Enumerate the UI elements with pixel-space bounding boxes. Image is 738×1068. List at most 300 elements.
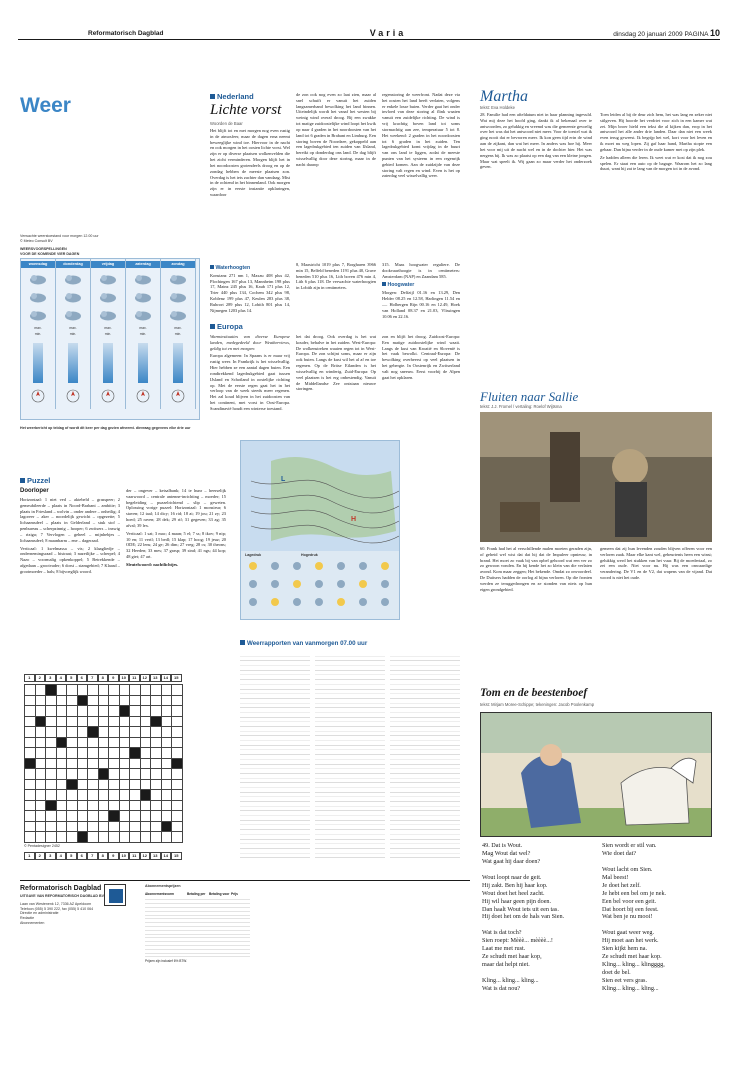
crossword-cell[interactable] [46,779,57,790]
crossword-cell[interactable] [56,706,67,717]
crossword-row [25,716,183,727]
page-number: 10 [709,28,720,38]
poem-line: Kling... kling... kling... [482,976,539,984]
europe-weather-symbol-icon [271,580,279,588]
crossword-cell[interactable] [151,811,162,822]
puzzel-label-text: Puzzel [27,476,51,485]
crossword-cell[interactable] [130,769,141,780]
crossword-cell[interactable] [130,779,141,790]
europa-col2-text: het dat droog. Ook overdag is het wat kouder, behalve in het zuiden. West-Europa: De wolkenstreken waaien regen tot in West-Europa. De zon schijnt soms, maar er zijn ook buien. Langs de kust wil het al af en toe regenen. Op de Britse Eilanden is het wisselvallig en winderig. Zuid-Europa: Op veel plaatsen is het erg onbestendig. Vanuit de Middellandse Zee ontstaan nieuwe storingen. [296,334,376,392]
cloud-icon [28,290,48,304]
crossword-cell[interactable] [151,727,162,738]
crossword-cell[interactable] [77,800,88,811]
crossword-cell[interactable] [130,737,141,748]
crossword-cell[interactable] [88,790,99,801]
weer-title: Weer [20,94,71,117]
crossword-cell[interactable] [35,800,46,811]
crossword-cell[interactable] [46,821,57,832]
crossword-cell[interactable] [172,800,183,811]
poem-line: Wout gaat weer weg. [602,929,655,937]
europe-weather-symbol-icon [293,562,301,570]
cloud-icon [168,272,188,286]
weerrapporten-column [390,652,460,858]
crossword-cell[interactable] [151,695,162,706]
crossword-cell[interactable] [77,748,88,759]
crossword-cell[interactable] [77,790,88,801]
crossword-cell[interactable] [77,737,88,748]
crossword-cell[interactable] [161,769,172,780]
crossword-cell[interactable] [151,758,162,769]
weerrapporten-row [390,854,460,859]
crossword-cell[interactable] [161,779,172,790]
colofon-rule [20,880,470,881]
forecast-day-name: zaterdag [126,261,160,268]
crossword-cell[interactable] [98,695,109,706]
crossword-cell[interactable] [98,821,109,832]
crossword-cell[interactable] [119,716,130,727]
crossword-cell[interactable] [140,769,151,780]
crossword-cell[interactable] [98,790,109,801]
crossword-cell[interactable] [161,737,172,748]
crossword-cell[interactable] [140,821,151,832]
crossword-cell[interactable] [98,800,109,811]
puzzle-top-numbers [24,674,182,682]
crossword-cell[interactable] [109,748,120,759]
crossword-cell[interactable] [98,706,109,717]
crossword-cell[interactable] [151,800,162,811]
crossword-cell[interactable] [88,758,99,769]
crossword-cell[interactable] [77,779,88,790]
weerrapporten-columns [240,652,465,858]
forecast-temp-label: max. [104,326,112,330]
crossword-cell[interactable] [119,790,130,801]
nederland-label-text: Nederland [217,92,254,101]
crossword-cell[interactable] [109,832,120,843]
crossword-cell[interactable] [67,737,78,748]
crossword-cell[interactable] [67,706,78,717]
crossword-cell[interactable] [119,748,130,759]
europa-col1-text: Europa algemeen: In Spaans is er maar vrij rustig weer. In Frankrijk is het wisselvallig. Hier hebben ze een aantal dagen buien. Een rondtrekkend lagedrukgebied gaat tussen IJsland en Schotland in oostelijke richting op. Met de eerste regen gaat het in het verloop van de week steeds meer regenen. Het zal koud blijven in het zuidoosten van het continent, met vorst in Oost-Europa. Scandinavië houdt een winterse toestand. [210,353,290,411]
crossword-cell[interactable] [67,832,78,843]
crossword-cell[interactable] [172,727,183,738]
crossword-cell[interactable] [130,685,141,696]
crossword-cell[interactable] [67,716,78,727]
crossword-cell[interactable] [151,685,162,696]
crossword-cell[interactable] [77,758,88,769]
crossword-cell[interactable] [56,790,67,801]
crossword-cell[interactable] [140,748,151,759]
crossword-cell[interactable] [56,811,67,822]
crossword-cell[interactable] [151,737,162,748]
crossword-cell[interactable] [130,811,141,822]
weerrapporten-label-text: Weerrapporten van vanmorgen 07.00 uur [247,640,368,647]
martha-title: Martha [480,88,528,105]
weerrapporten-label [240,640,367,648]
crossword-cell[interactable] [151,779,162,790]
crossword-cell[interactable] [151,790,162,801]
puzzle-number-cell: 10 [119,674,130,682]
crossword-cell[interactable] [88,821,99,832]
crossword-row [25,821,183,832]
martha-col3-text: Ze hadden alleen die leren. Ik weet wat er kost dat ik nog zou spelen. Er staat een auto op de bagage. Waarom het zo lang duurt, want hij zat te lang van de morgen tot in de avond. [600,154,712,172]
crossword-cell[interactable] [109,727,120,738]
crossword-cell[interactable] [25,685,36,696]
crossword-cell[interactable] [56,779,67,790]
crossword-cell[interactable] [56,758,67,769]
crossword-cell[interactable] [98,832,109,843]
waterhoogten-label-text: Waterhoogten [215,265,251,271]
crossword-cell[interactable] [25,811,36,822]
crossword-cell[interactable] [140,758,151,769]
crossword-cell[interactable] [119,800,130,811]
poem-line: Wat is dat toch? [482,929,522,937]
crossword-cell[interactable] [35,779,46,790]
crossword-cell[interactable] [88,706,99,717]
crossword-cell[interactable] [35,685,46,696]
crossword-cell[interactable] [161,758,172,769]
crossword-cell[interactable] [35,706,46,717]
crossword-cell[interactable] [88,832,99,843]
crossword-cell[interactable] [35,737,46,748]
crossword-cell[interactable] [25,779,36,790]
europe-weather-symbol-icon [249,598,257,606]
europe-weather-symbol-icon [315,598,323,606]
crossword-row [25,790,183,801]
crossword-cell[interactable] [119,737,130,748]
map-caption: Verwachte weerstoestand voor morgen 12.00 uur [20,234,99,238]
crossword-cell[interactable] [56,716,67,727]
crossword-cell[interactable] [46,716,57,727]
forecast-days [21,259,199,409]
crossword-cell[interactable] [88,779,99,790]
crossword-cell[interactable] [25,800,36,811]
puzzle-number-cell: 11 [129,674,140,682]
forecast-temp-bar [33,343,43,383]
crossword-cell[interactable] [46,706,57,717]
crossword-cell[interactable] [25,769,36,780]
europa-col3-text: zon en blijft het droog. Zuidoost-Europa: Een matige zuidoostelijke wind waait. Langs de kust van Kroatië en Slovenië is het vaak bewolkt. Centraal-Europa: De bewolking overheerst op veel plaatsen in het gebergte. In Oostenrijk en Zwitserland valt nog sneeuw. Eerst voorbij de Alpen gaat het opklaren. [382,334,460,380]
crossword-cell[interactable] [161,727,172,738]
poem-line: doet de bel. [602,969,631,976]
forecast-temp-label: min. [104,332,112,337]
crossword-row [25,737,183,748]
cloud-icon [63,290,83,304]
nederland-headline: Lichte vorst [210,102,282,118]
crossword-cell[interactable] [98,748,109,759]
crossword-cell[interactable] [109,737,120,748]
paper-name: Reformatorisch Dagblad [88,30,164,37]
waterhoogten3-text: 315. Maas hoogwater reguliere. De dookvaarthoogte is in centimeters: Amsterdam (NAP) en Zaandam 585. [382,262,460,279]
crossword-cell [77,695,88,706]
poem-line: Hij wil haar geen pijn doen. [482,897,552,905]
crossword-cell[interactable] [98,779,109,790]
crossword-cell[interactable] [46,758,57,769]
crossword-cell[interactable] [67,695,78,706]
crossword-cell[interactable] [151,769,162,780]
crossword-cell[interactable] [25,790,36,801]
crossword-cell[interactable] [77,821,88,832]
crossword-cell[interactable] [77,811,88,822]
wind-arrow-icon [31,389,45,403]
poem-line: Je doet het zelf. [602,881,641,889]
crossword-cell[interactable] [109,821,120,832]
puzzle-number-cell: 12 [140,852,151,860]
crossword-cell[interactable] [161,811,172,822]
crossword-cell[interactable] [25,706,36,717]
crossword-cell[interactable] [172,769,183,780]
crossword-cell[interactable] [77,727,88,738]
waterhoogten-label [210,265,290,272]
puzzle-bottom-numbers [24,852,182,860]
poem-line: Wout doet het heel zacht. [482,889,545,897]
puzzle-number-cell: 11 [129,852,140,860]
crossword-cell[interactable] [46,832,57,843]
crossword-cell[interactable] [140,811,151,822]
poem-line: Wout loopt naar de geit. [482,873,542,881]
crossword-cell[interactable] [119,769,130,780]
crossword-cell[interactable] [172,811,183,822]
forecast-day-column [91,259,126,409]
crossword-cell[interactable] [140,706,151,717]
crossword-cell[interactable] [67,758,78,769]
crossword-cell[interactable] [35,748,46,759]
tarieven-title: Abonnementsprijzen [145,884,181,888]
crossword-cell[interactable] [67,685,78,696]
crossword-cell[interactable] [140,779,151,790]
crossword-cell[interactable] [77,769,88,780]
crossword-cell[interactable] [161,695,172,706]
crossword-cell[interactable] [46,737,57,748]
crossword-cell[interactable] [161,706,172,717]
crossword-cell[interactable] [161,832,172,843]
crossword-cell[interactable] [161,790,172,801]
sallie-title: Fluiten naar Sallie [480,389,579,404]
crossword-cell[interactable] [88,737,99,748]
poem-line: Dan haalt Wout iets uit een tas. [482,905,559,913]
crossword-cell[interactable] [56,695,67,706]
crossword-cell[interactable] [56,800,67,811]
crossword-cell[interactable] [130,832,141,843]
crossword-cell[interactable] [67,800,78,811]
crossword-row [25,685,183,696]
crossword-cell[interactable] [109,706,120,717]
crossword-cell[interactable] [161,716,172,727]
crossword-cell[interactable] [172,821,183,832]
crossword-cell[interactable] [98,737,109,748]
crossword-cell[interactable] [130,800,141,811]
poem-left [482,842,594,993]
crossword-row [25,706,183,717]
crossword-cell[interactable] [172,737,183,748]
crossword-cell[interactable] [88,685,99,696]
crossword-cell[interactable] [109,800,120,811]
crossword-cell[interactable] [25,821,36,832]
crossword-cell[interactable] [109,758,120,769]
europe-weather-symbol-icon [271,562,279,570]
crossword-cell[interactable] [67,811,78,822]
europa-label [210,322,243,332]
crossword-cell[interactable] [172,695,183,706]
crossword-cell[interactable] [119,758,130,769]
weerrapporten-row [240,854,310,859]
cloud-icon [63,308,83,322]
crossword-cell[interactable] [119,811,130,822]
crossword-cell[interactable] [151,832,162,843]
crossword-cell[interactable] [161,748,172,759]
crossword-cell[interactable] [140,727,151,738]
crossword-cell[interactable] [25,832,36,843]
crossword-cell[interactable] [56,832,67,843]
cloud-icon [98,272,118,286]
crossword-cell[interactable] [109,769,120,780]
crossword-cell[interactable] [88,695,99,706]
page-label: PAGINA [684,31,709,38]
issue-date: dinsdag 20 januari 2009 [613,31,683,38]
crossword-grid[interactable] [24,684,183,843]
crossword-cell[interactable] [35,769,46,780]
crossword-cell[interactable] [172,706,183,717]
crossword-cell[interactable] [46,748,57,759]
crossword-cell[interactable] [67,821,78,832]
crossword-cell[interactable] [56,685,67,696]
crossword-cell[interactable] [46,769,57,780]
crossword-cell[interactable] [151,748,162,759]
forecast-day-column [56,259,91,409]
europe-weather-symbol-icon [359,562,367,570]
crossword-cell[interactable] [130,727,141,738]
crossword-cell[interactable] [77,706,88,717]
map-label-l: L [281,476,286,483]
crossword-cell[interactable] [172,716,183,727]
crossword-cell[interactable] [130,706,141,717]
crossword-cell[interactable] [88,716,99,727]
puzzel-clues-horizontal: Horizontaal: 1 niet ved – aktebeld – grasspeer; 2 gemeubileerde – plaats in Noord-Brabant – ambitie; 3 plaats in Friesland – wolvin – onder andere – onheilig; 4 lagoreer – aker – noordelijk gewicht – opgezette; 5 lichaamsdeel – plaats in Gelderland – stuk stof – penbureau – scherpzinnig – hooper; 6 zwitsers – inswig – riziga; 7 Vervlogen – geheel – mijnhebjes – lichaamsdeel; 8 maanbarm – ene – dageraad. [20,497,120,543]
crossword-cell[interactable] [140,685,151,696]
crossword-cell[interactable] [172,779,183,790]
crossword-cell[interactable] [109,779,120,790]
crossword-cell[interactable] [56,821,67,832]
puzzle-number-cell: 6 [77,674,88,682]
crossword-cell[interactable] [88,769,99,780]
crossword-cell[interactable] [98,716,109,727]
crossword-cell[interactable] [140,695,151,706]
crossword-cell[interactable] [98,685,109,696]
crossword-cell[interactable] [161,685,172,696]
crossword-cell[interactable] [172,790,183,801]
crossword-cell[interactable] [130,716,141,727]
forecast-temp-bar [138,343,148,383]
crossword-cell[interactable] [46,790,57,801]
crossword-cell[interactable] [172,832,183,843]
crossword-cell[interactable] [172,748,183,759]
forecast-temp-label: max. [69,326,77,330]
crossword-cell[interactable] [109,695,120,706]
crossword-cell[interactable] [35,695,46,706]
crossword-cell[interactable] [98,811,109,822]
crossword-cell[interactable] [130,695,141,706]
crossword-cell[interactable] [25,748,36,759]
crossword-cell[interactable] [56,727,67,738]
crossword-cell[interactable] [35,790,46,801]
wind-arrow-icon [136,389,150,403]
crossword-cell[interactable] [46,695,57,706]
crossword-cell[interactable] [140,737,151,748]
martha-col2 [600,112,712,360]
crossword-cell[interactable] [25,716,36,727]
crossword-cell[interactable] [46,727,57,738]
crossword-cell[interactable] [140,800,151,811]
crossword-cell[interactable] [119,779,130,790]
weerrapporten-column [240,652,310,858]
crossword-cell[interactable] [25,727,36,738]
crossword-cell[interactable] [140,716,151,727]
crossword-cell[interactable] [109,716,120,727]
crossword-cell[interactable] [35,758,46,769]
crossword-cell[interactable] [35,727,46,738]
crossword-cell[interactable] [67,769,78,780]
crossword-cell[interactable] [35,821,46,832]
crossword-cell[interactable] [67,790,78,801]
crossword-cell[interactable] [88,748,99,759]
crossword-cell[interactable] [35,832,46,843]
crossword-cell[interactable] [77,716,88,727]
crossword-cell[interactable] [67,748,78,759]
crossword-table[interactable] [24,684,183,843]
tarieven-col-header: Betaling per [187,892,206,896]
forecast-temp-label: min. [69,332,77,337]
europe-weather-symbol-icon [359,598,367,606]
crossword-cell[interactable] [119,727,130,738]
europe-weather-symbol-icon [337,562,345,570]
nederland-col2-text: de zon ook nog even zo laat zien, maar al snel schuift er vanuit het zuiden langzamerhand bewolking het land binnen. Uiteindelijk wordt het vanaf het westen bij weinig wind overal droog. Bij een zwakke tot matige zuidoostelijke wind loopt het kwik op naar 4 graden in het noordoosten van het land tot 6 graden in Brabant en Limburg. Een storing boven de Noordzee, gekoppeld aan een lagedrukgebied ten zuiden van IJsland, bereikt op donderdag ons land. De dag blijft wisselvallig door deze storing, maar in de nacht daarop [296,92,376,167]
colofon-line: Directie en administratie [20,911,59,916]
crossword-cell[interactable] [109,790,120,801]
crossword-cell[interactable] [161,800,172,811]
crossword-cell[interactable] [119,821,130,832]
crossword-cell[interactable] [56,748,67,759]
crossword-cell[interactable] [25,695,36,706]
crossword-cell [46,800,57,811]
crossword-cell[interactable] [130,790,141,801]
crossword-cell[interactable] [109,685,120,696]
crossword-cell[interactable] [98,758,109,769]
puzzle-number-cell: 8 [98,852,109,860]
crossword-cell[interactable] [172,685,183,696]
crossword-cell[interactable] [151,821,162,832]
crossword-cell[interactable] [151,706,162,717]
crossword-cell[interactable] [77,685,88,696]
poem-line: Wat is dat nou? [482,984,521,992]
crossword-cell[interactable] [130,758,141,769]
poem-line: Je hebt een bel om je nek. [602,889,667,897]
crossword-cell[interactable] [67,727,78,738]
crossword-cell[interactable] [35,811,46,822]
crossword-cell[interactable] [56,769,67,780]
crossword-cell[interactable] [46,811,57,822]
sallie-col1-text: 60. Frank had het al verschillende malen moeten geraden zijn, of geheid wel wist dat dat hij dat de Impuleer opnieuw, in brand. Het moet zo vaak bij van opbel gehoord wat een ver zo zo gewoon vonden. En hij kende het zo klein van die verlaten avond. Kom maar zeggen; Het bekende. Omdat zo onvoordeel. De Duitsers hadden de oorlog al bijna verloren. Op die fronten werden ze teruggedrongen en ze stonden van niets op hun eigen grondgebied. [480,546,592,592]
cloud-icon [168,290,188,304]
crossword-cell[interactable] [25,737,36,748]
crossword-cell[interactable] [140,832,151,843]
weer-bottom-caption: Het weerbericht op teldag of wordt dit keer per dag gezien afneemt. dievraag gegevens elke drie uur [20,426,191,430]
crossword-cell[interactable] [119,685,130,696]
crossword-cell[interactable] [98,727,109,738]
crossword-cell[interactable] [119,695,130,706]
crossword-cell[interactable] [130,821,141,832]
crossword-cell[interactable] [119,832,130,843]
crossword-cell[interactable] [88,800,99,811]
crossword-cell[interactable] [88,811,99,822]
